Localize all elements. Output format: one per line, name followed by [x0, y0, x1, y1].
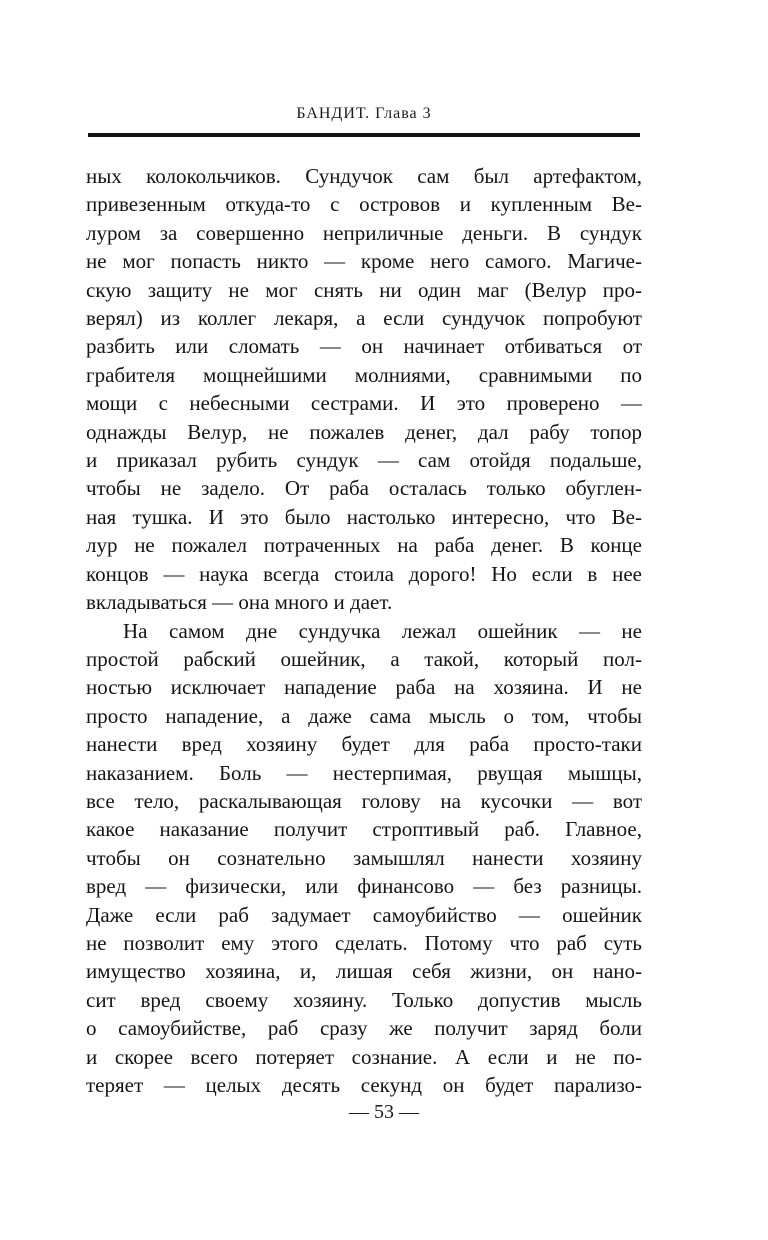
- text-line: вред — физически, или финансово — без разницы.: [86, 874, 642, 899]
- text-line: и приказал рубить сундук — сам отойдя подальше,: [86, 448, 642, 473]
- text-line: привезенным откуда-то с островов и купленным Ве-: [86, 192, 642, 217]
- text-line: однажды Велур, не пожалев денег, дал рабу топор: [86, 419, 642, 444]
- text-line: нанести вред хозяину будет для раба просто-таки: [86, 732, 642, 757]
- header-rule: [88, 133, 640, 137]
- text-line: мощи с небесными сестрами. И это проверено —: [86, 391, 642, 416]
- chapter-title: БАНДИТ. Глава 3: [296, 105, 432, 122]
- text-line: лур не пожалел потраченных на раба денег. В конце: [86, 533, 642, 558]
- text-line: не позволит ему этого сделать. Потому что раб суть: [86, 930, 642, 955]
- text-line: Даже если раб задумает самоубийство — ошейник: [86, 902, 642, 927]
- body-text: [86, 162, 642, 1099]
- text-line: луром за совершенно неприличные деньги. В сундук: [86, 220, 642, 245]
- text-line: просто нападение, а даже сама мысль о том, чтобы: [86, 703, 642, 728]
- text-line: На самом дне сундучка лежал ошейник — не: [123, 618, 642, 643]
- text-line: концов — наука всегда стоила дорого! Но если в нее: [86, 561, 642, 586]
- text-line: и скорее всего потеряет сознание. А если и не по-: [86, 1044, 642, 1069]
- page-number: [0, 1101, 768, 1124]
- text-line: вкладываться — она много и дает.: [86, 590, 393, 615]
- text-line: все тело, раскалывающая голову на кусочки — вот: [86, 788, 642, 813]
- page-number-label: — 53 —: [349, 1101, 419, 1123]
- text-line: верял) из коллег лекаря, а если сундучок попробуют: [86, 306, 642, 331]
- text-line: чтобы не задело. От раба осталась только обуглен-: [86, 476, 642, 501]
- text-line: не мог попасть никто — кроме него самого. Магиче-: [86, 249, 642, 274]
- text-line: наказанием. Боль — нестерпимая, рвущая мышцы,: [86, 760, 642, 785]
- text-line: какое наказание получит строптивый раб. Главное,: [86, 817, 642, 842]
- text-line: имущество хозяина, и, лишая себя жизни, он нано-: [86, 959, 642, 984]
- text-line: простой рабский ошейник, а такой, который пол-: [86, 646, 642, 671]
- running-header: [88, 105, 640, 123]
- text-line: ностью исключает нападение раба на хозяина. И не: [86, 675, 642, 700]
- text-line: ная тушка. И это было настолько интересно, что Ве-: [86, 504, 642, 529]
- text-line: теряет — целых десять секунд он будет парализо-: [86, 1073, 642, 1097]
- text-line: сит вред своему хозяину. Только допустив мысль: [86, 987, 642, 1012]
- text-line: ных колокольчиков. Сундучок сам был артефактом,: [86, 164, 642, 188]
- text-line: чтобы он сознательно замышлял нанести хозяину: [86, 845, 642, 870]
- text-line: грабителя мощнейшими молниями, сравнимыми по: [86, 362, 642, 387]
- text-line: разбить или сломать — он начинает отбиваться от: [86, 334, 642, 359]
- text-line: скую защиту не мог снять ни один маг (Велур про-: [86, 277, 642, 302]
- text-line: о самоубийстве, раб сразу же получит заряд боли: [86, 1016, 642, 1041]
